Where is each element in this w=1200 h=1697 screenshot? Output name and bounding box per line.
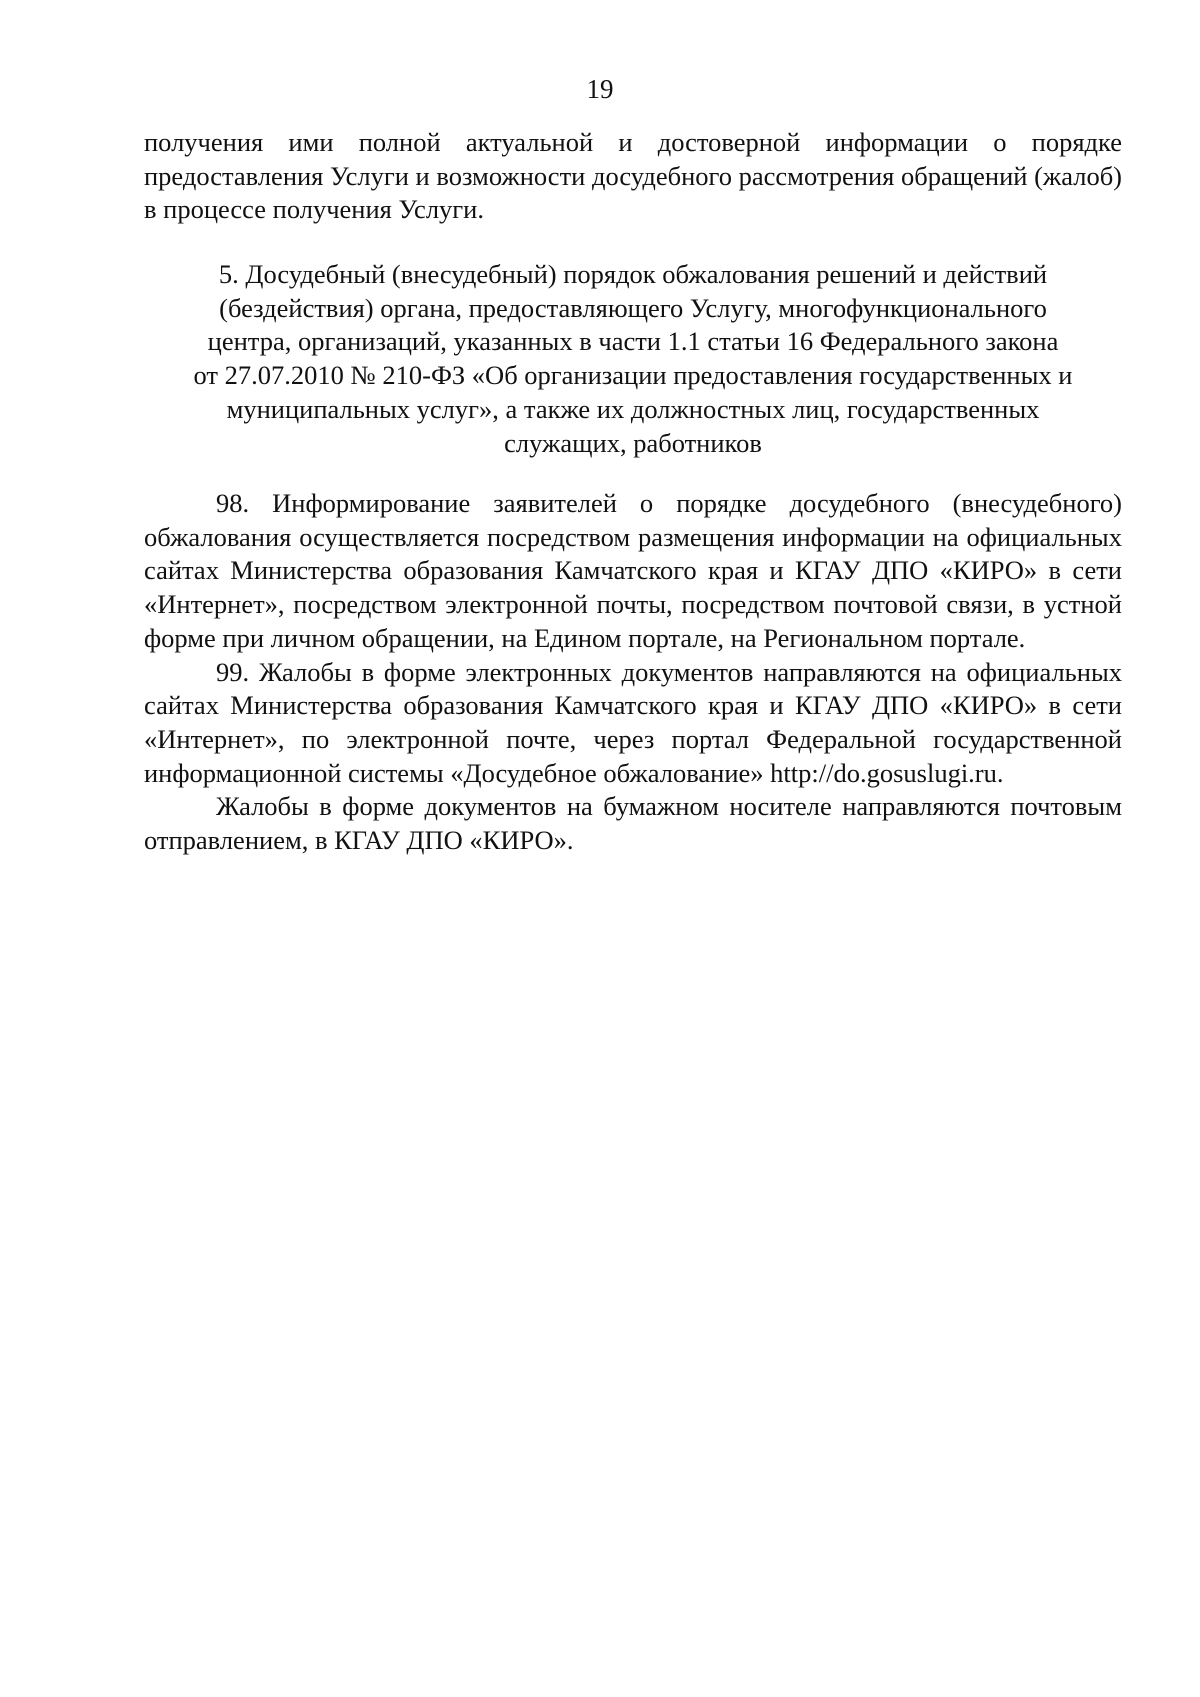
section-heading-line: 5. Досудебный (внесудебный) порядок обжалования решений и действий (218, 259, 1048, 289)
section-heading-line: служащих, работников (504, 427, 762, 458)
main-text-block (144, 487, 1122, 858)
paragraph-99: 99. Жалобы в форме электронных документов направляются на официальных сайтах Министерства образования Камчатского края и КГАУ ДПО «КИРО» в сети «Интернет», по электронной почте, через портал Федеральной государственной информационной системы «Досудебное обжалование» http://do.gosuslugi.ru. (144, 656, 1122, 788)
paragraph-98: 98. Информирование заявителей о порядке досудебного (внесудебного) обжалования осуществляется посредством размещения информации на официальных сайтах Министерства образования Камчатского края и КГАУ ДПО «КИРО» в сети «Интернет», посредством электронной почты, посредством почтовой связи, в устной форме при личном обращении, на Едином портале, на Региональном портале. (144, 488, 1122, 653)
paragraph-paper-complaints: Жалобы в форме документов на бумажном носителе направляются почтовым отправлением, в КГАУ ДПО «КИРО». (144, 791, 1122, 856)
section-heading-line: (бездействия) органа, предоставляющего Услугу, многофункционального (219, 292, 1047, 323)
page-number: 19 (586, 74, 614, 104)
intro-block (144, 126, 1122, 227)
section-heading-line: центра, организаций, указанных в части 1.1 статьи 16 Федерального закона (207, 326, 1059, 357)
section-heading-line: от 27.07.2010 № 210-ФЗ «Об организации предоставления государственных и (193, 360, 1073, 391)
section-heading (144, 258, 1122, 460)
section-heading-line: муниципальных услуг», а также их должностных лиц, государственных (226, 393, 1040, 424)
intro-paragraph: получения ими полной актуальной и достоверной информации о порядке предоставления Услуги и возможности досудебного рассмотрения обращений (жалоб) в процессе получения Услуги. (144, 127, 1122, 225)
